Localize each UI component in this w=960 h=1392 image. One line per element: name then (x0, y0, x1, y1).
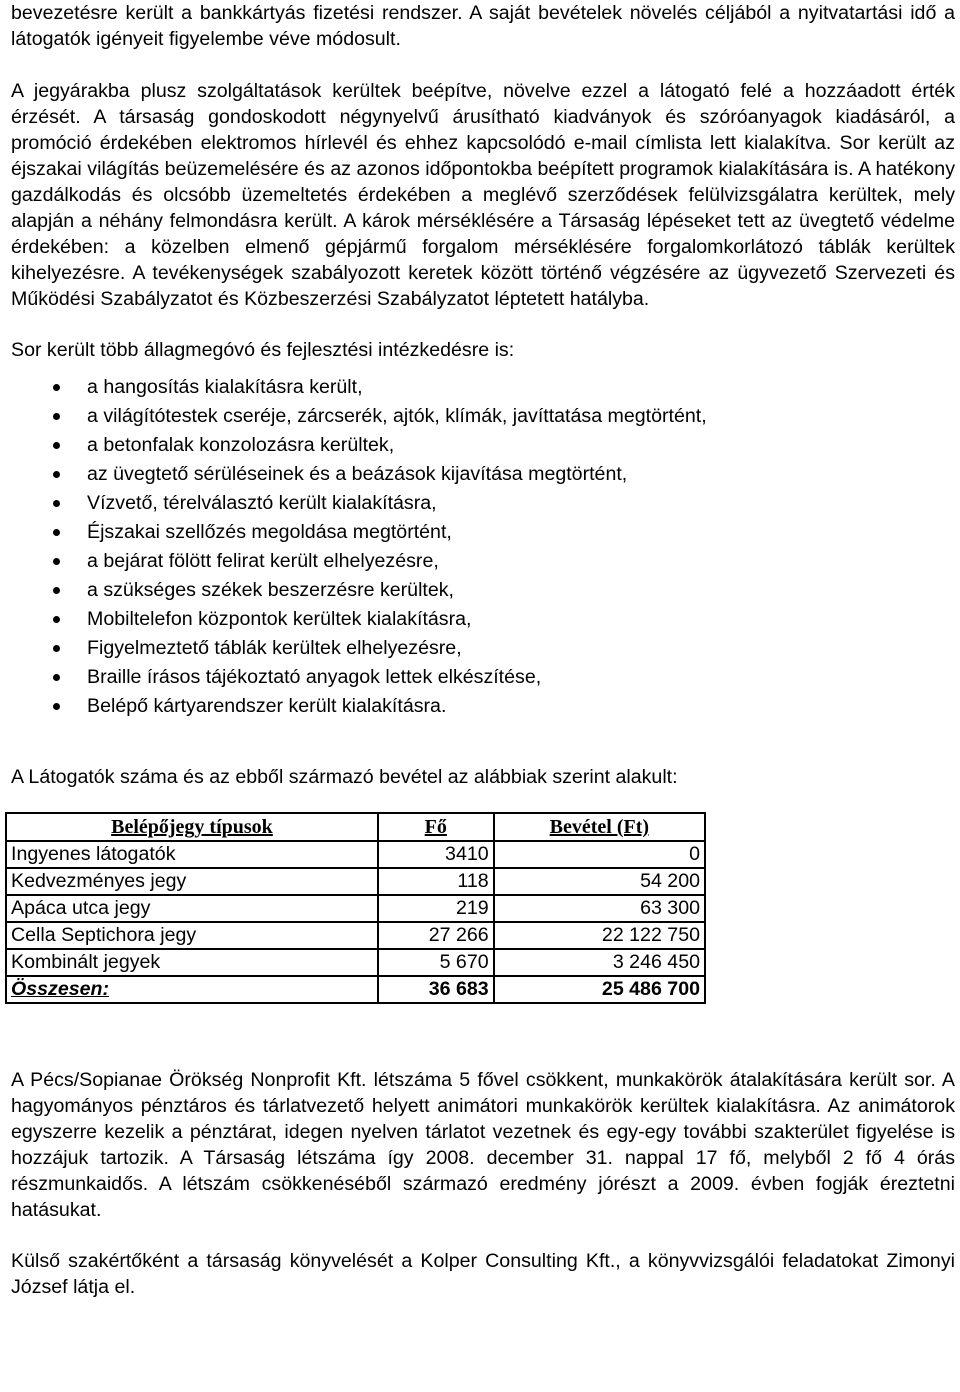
bullet-icon (53, 558, 60, 565)
list-item: Figyelmeztető táblák kerültek elhelyezésre, (11, 634, 955, 663)
measures-intro: Sor került több állagmegóvó és fejlesztési intézkedésre is: (11, 339, 515, 361)
ticket-type-cell: Cella Septichora jegy (6, 922, 378, 949)
table-row (6, 868, 705, 895)
list-item: Éjszakai szellőzés megoldása megtörtént, (11, 518, 955, 547)
column-header-persons: Fő (378, 813, 494, 841)
revenue-cell: 0 (494, 841, 705, 868)
persons-cell: 5 670 (378, 949, 494, 976)
total-label-cell: Összesen: (6, 976, 378, 1003)
visitors-table (5, 812, 706, 1004)
column-header-ticket-type: Belépőjegy típusok (6, 813, 378, 841)
bullet-icon (53, 529, 60, 536)
revenue-cell: 22 122 750 (494, 922, 705, 949)
document-page (11, 0, 955, 1300)
table-row (6, 922, 705, 949)
column-header-revenue: Bevétel (Ft) (494, 813, 705, 841)
list-item: a világítótestek cseréje, zárcserék, ajtók, klímák, javíttatása megtörtént, (11, 402, 955, 431)
persons-cell: 27 266 (378, 922, 494, 949)
table-total-row (6, 976, 705, 1003)
paragraph-external-experts: Külső szakértőként a társaság könyvelését a Kolper Consulting Kft., a könyvvizsgálói feladatokat Zimonyi József látja el. (11, 1250, 955, 1298)
ticket-type-cell: Ingyenes látogatók (6, 841, 378, 868)
list-item: Braille írásos tájékoztató anyagok lettek elkészítése, (11, 663, 955, 692)
list-item: Vízvető, térelválasztó került kialakításra, (11, 489, 955, 518)
measures-list (11, 373, 955, 721)
paragraph-staffing: A Pécs/Sopianae Örökség Nonprofit Kft. létszáma 5 fővel csökkent, munkakörök átalakítására került sor. A hagyományos pénztáros és tárlatvezető helyett animátori munkakörök kerültek kialakításra. Az animátorok egyszerre kezelik a pénztárat, idegen nyelven tárlatot vezetnek és egy-egy további szakterület figyelése is hozzájuk tartozik. A Társaság létszáma így 2008. december 31. nappal 17 fő, melyből 2 fő 4 órás részmunkaidős. A létszám csökkenéséből származó eredmény jórészt a 2009. évben fogják éreztetni hatásukat. (11, 1069, 955, 1221)
bullet-icon (53, 703, 60, 710)
bullet-icon (53, 442, 60, 449)
ticket-type-cell: Apáca utca jegy (6, 895, 378, 922)
bullet-icon (53, 384, 60, 391)
list-item: az üvegtető sérüléseinek és a beázások kijavítása megtörtént, (11, 460, 955, 489)
bullet-icon (53, 645, 60, 652)
bullet-icon (53, 587, 60, 594)
revenue-cell: 63 300 (494, 895, 705, 922)
total-persons-cell: 36 683 (378, 976, 494, 1003)
bullet-icon (53, 674, 60, 681)
persons-cell: 219 (378, 895, 494, 922)
list-item: Belépő kártyarendszer került kialakításra. (11, 692, 955, 721)
bullet-icon (53, 500, 60, 507)
bullet-icon (53, 616, 60, 623)
bullet-icon (53, 413, 60, 420)
table-row (6, 895, 705, 922)
table-row (6, 949, 705, 976)
list-item: a bejárat fölött felirat került elhelyezésre, (11, 547, 955, 576)
table-row (6, 841, 705, 868)
list-item: a szükséges székek beszerzésre kerültek, (11, 576, 955, 605)
list-item: a hangosítás kialakításra került, (11, 373, 955, 402)
bullet-icon (53, 471, 60, 478)
table-header-row (6, 813, 705, 841)
revenue-cell: 54 200 (494, 868, 705, 895)
ticket-type-cell: Kedvezményes jegy (6, 868, 378, 895)
paragraph-services: A jegyárakba plusz szolgáltatások kerültek beépítve, növelve ezzel a látogató felé a hozzáadott érték érzését. A társaság gondoskodott négynyelvű árusítható kiadványok és szóróanyagok kiadásáról, a promóció érdekében elektromos hírlevél és ehhez kapcsolódó e-mail címlista lett kialakítva. Sor került az éjszakai világítás beüzemelésére és az azonos időpontokba beépített programok kialakítására is. A hatékony gazdálkodás és olcsóbb üzemeltetés érdekében a meglévő szerződések felülvizsgálatra kerültek, mely alapján a néhány felmondásra került. A károk mérséklésére a Társaság lépéseket tett az üvegtető védelme érdekében: a közelben elmenő gépjármű forgalom mérséklésére forgalomkorlátozó táblák kerültek kihelyezésre. A tevékenységek szabályozott keretek között történő végzésére az ügyvezető Szervezeti és Működési Szabályzatot és Közbeszerzési Szabályzatot léptetett hatályba. (11, 80, 955, 310)
paragraph-payment-system: bevezetésre került a bankkártyás fizetési rendszer. A saját bevételek növelés céljából a nyitvatartási idő a látogatók igényeit figyelembe véve módosult. (11, 2, 955, 50)
visitors-table-intro: A Látogatók száma és az ebből származó bevétel az alábbiak szerint alakult: (11, 766, 678, 788)
persons-cell: 118 (378, 868, 494, 895)
total-revenue-cell: 25 486 700 (494, 976, 705, 1003)
list-item: a betonfalak konzolozásra kerültek, (11, 431, 955, 460)
list-item: Mobiltelefon központok kerültek kialakításra, (11, 605, 955, 634)
revenue-cell: 3 246 450 (494, 949, 705, 976)
persons-cell: 3410 (378, 841, 494, 868)
ticket-type-cell: Kombinált jegyek (6, 949, 378, 976)
